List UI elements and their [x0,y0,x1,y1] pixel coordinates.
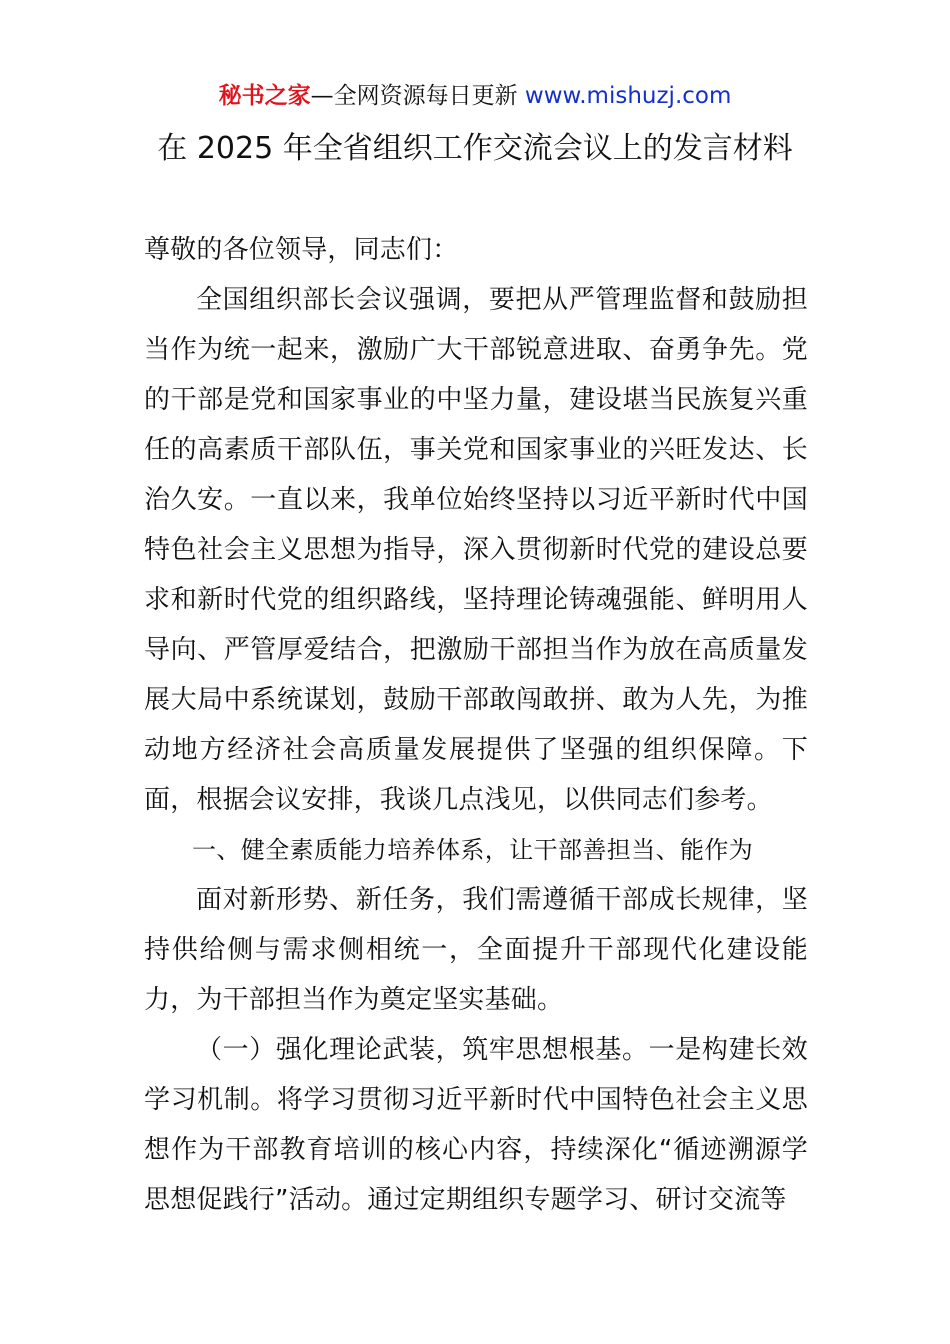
body-paragraph: 全国组织部长会议强调，要把从严管理监督和鼓励担当作为统一起来，激励广大干部锐意进取、奋勇争先。党的干部是党和国家事业的中坚力量，建设堪当民族复兴重任的高素质干部队伍，事关党和国家事业的兴旺发达、长治久安。一直以来，我单位始终坚持以习近平新时代中国特色社会主义思想为指导，深入贯彻新时代党的建设总要求和新时代党的组织路线，坚持理论铸魂强能、鲜明用人导向、严管厚爱结合，把激励干部担当作为放在高质量发展大局中系统谋划，鼓励干部敢闯敢拼、敢为人先，为推动地方经济社会高质量发展提供了坚强的组织保障。下面，根据会议安排，我谈几点浅见，以供同志们参考。 [144,285,808,815]
section-heading: 一、健全素质能力培养体系，让干部善担当、能作为 [192,836,754,864]
body-paragraph: 面对新形势、新任务，我们需遵循干部成长规律，坚持供给侧与需求侧相统一，全面提升干部现代化建设能力，为干部担当作为奠定坚实基础。 [144,885,808,1015]
brand-name: 秘书之家 [218,83,311,109]
site-header [0,80,950,112]
body-paragraph: （一）强化理论武装，筑牢思想根基。一是构建长效学习机制。将学习贯彻习近平新时代中国特色社会主义思想作为干部教育培训的核心内容，持续深化“循迹溯源学思想促践行”活动。通过定期组织专题学习、研讨交流等 [144,1035,808,1215]
site-url-link[interactable]: www.mishuzj.com [524,83,732,109]
header-separator: — [310,83,334,109]
salutation: 尊敬的各位领导，同志们： [144,235,459,265]
document-title: 在 2025 年全省组织工作交流会议上的发言材料 [157,131,793,166]
header-tagline: 全网资源每日更新 [333,83,518,109]
document-body [144,225,808,1225]
